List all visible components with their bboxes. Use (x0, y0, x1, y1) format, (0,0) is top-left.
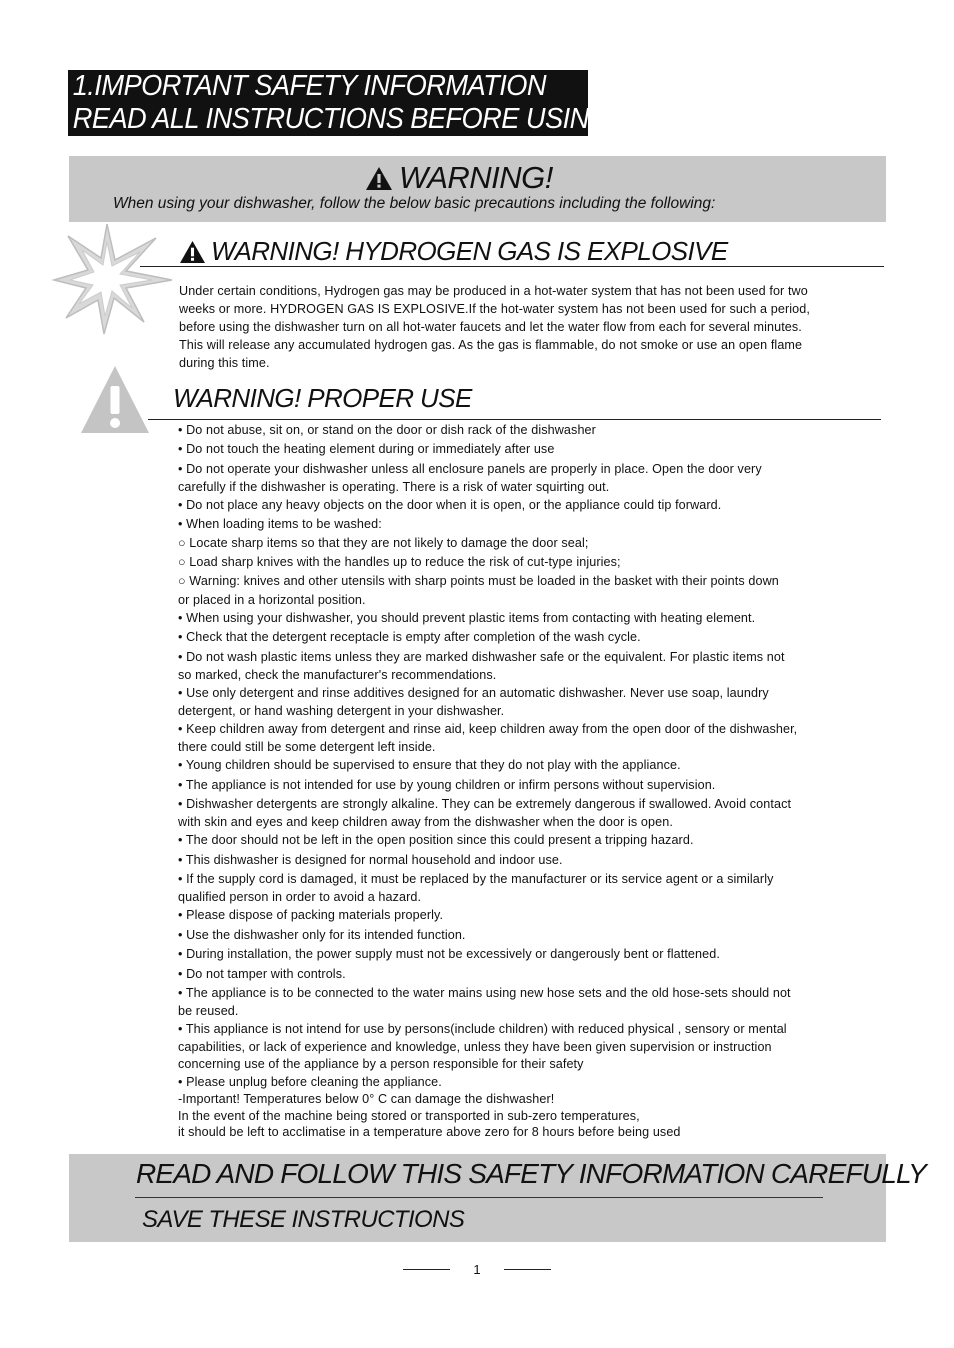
list-item: • Please dispose of packing materials properly. (178, 908, 444, 922)
list-item: • Do not operate your dishwasher unless all enclosure panels are properly in place. Open the door very (178, 462, 762, 476)
list-item: • Please unplug before cleaning the appliance. (178, 1075, 442, 1089)
list-item: capabilities, or lack of experience and knowledge, unless they have been given supervision or instruction (178, 1040, 772, 1054)
hydrogen-divider (140, 266, 884, 267)
list-item: In the event of the machine being stored or transported in sub-zero temperatures, (178, 1109, 640, 1123)
list-item: • Do not place any heavy objects on the door when it is open, or the appliance could tip forward. (178, 498, 722, 512)
list-item: • The appliance is to be connected to the water mains using new hose sets and the old hose-sets should not (178, 986, 791, 1000)
list-item: concerning use of the appliance by a person responsible for their safety (178, 1057, 584, 1071)
list-item: • Do not touch the heating element during or immediately after use (178, 442, 555, 456)
proper-use-heading-text: WARNING! PROPER USE (173, 383, 472, 413)
list-item: • During installation, the power supply must not be excessively or dangerously bent or flattened. (178, 947, 720, 961)
list-item: • Use only detergent and rinse additives designed for an automatic dishwasher. Never use soap, laundry (178, 686, 769, 700)
list-item: • Do not abuse, sit on, or stand on the door or dish rack of the dishwasher (178, 423, 596, 437)
list-item: there could still be some detergent left inside. (178, 740, 436, 754)
list-item: • This appliance is not intend for use by persons(include children) with reduced physical , sensory or mental (178, 1022, 787, 1036)
page-number (403, 1262, 551, 1277)
exclamation-triangle-icon (79, 364, 151, 435)
list-item: • Young children should be supervised to ensure that they do not play with the appliance. (178, 758, 681, 772)
list-item: it should be left to acclimatise in a temperature above zero for 8 hours before being used (178, 1125, 681, 1139)
warning-band (69, 156, 886, 222)
page-number-dash-right (504, 1269, 551, 1270)
warning-heading-text: WARNING! (399, 160, 553, 195)
list-item: so marked, check the manufacturer's recommendations. (178, 668, 497, 682)
warning-triangle-icon (179, 240, 206, 264)
list-item: qualified person in order to avoid a hazard. (178, 890, 422, 904)
footer-band-line2: SAVE THESE INSTRUCTIONS (142, 1206, 465, 1233)
list-item: • When loading items to be washed: (178, 517, 382, 531)
paragraph-line: weeks or more. HYDROGEN GAS IS EXPLOSIVE.If the hot-water system has not been used for such a period, (179, 302, 810, 316)
page-number-text: 1 (473, 1262, 481, 1277)
list-item: -Important! Temperatures below 0° C can damage the dishwasher! (178, 1092, 555, 1106)
list-item: • Use the dishwasher only for its intended function. (178, 928, 466, 942)
list-item: • Do not wash plastic items unless they are marked dishwasher safe or the equivalent. For plastic items not (178, 650, 785, 664)
list-item: • Keep children away from detergent and rinse aid, keep children away from the open door of the dishwasher, (178, 722, 798, 736)
list-item: • Dishwasher detergents are strongly alkaline. They can be extremely dangerous if swallowed. Avoid contact (178, 797, 792, 811)
list-item: • The appliance is not intended for use by young children or infirm persons without supervision. (178, 778, 716, 792)
list-item: ○ Locate sharp items so that they are not likely to damage the door seal; (178, 536, 589, 550)
warning-subheading: When using your dishwasher, follow the below basic precautions including the following: (113, 195, 716, 212)
list-item: • The door should not be left in the open position since this could present a tripping hazard. (178, 833, 694, 847)
proper-use-heading (173, 383, 472, 414)
paragraph-line: This will release any accumulated hydrogen gas. As the gas is flammable, do not smoke or use an open flame (179, 338, 803, 352)
footer-band-line1: READ AND FOLLOW THIS SAFETY INFORMATION CAREFULLY (136, 1158, 927, 1189)
list-item: • Do not tamper with controls. (178, 967, 346, 981)
hydrogen-paragraph (179, 282, 879, 372)
footer-band (69, 1154, 927, 1242)
warning-triangle-icon (365, 166, 393, 191)
proper-use-divider (148, 419, 881, 420)
list-item: with skin and eyes and keep children away from the dishwasher when the door is open. (178, 815, 673, 829)
list-item: ○ Load sharp knives with the handles up to reduce the risk of cut-type injuries; (178, 555, 621, 569)
list-item: or placed in a horizontal position. (178, 593, 366, 607)
list-item: • This dishwasher is designed for normal household and indoor use. (178, 853, 563, 867)
warning-heading (365, 160, 553, 196)
footer-band-divider (135, 1197, 823, 1198)
document-title-line1: 1.IMPORTANT SAFETY INFORMATION (72, 70, 547, 102)
list-item: ○ Warning: knives and other utensils with sharp points must be loaded in the basket with their points down (178, 574, 779, 588)
explosion-star-icon (52, 222, 174, 336)
list-item: • If the supply cord is damaged, it must be replaced by the manufacturer or its service agent or a similarly (178, 872, 774, 886)
list-item: • Check that the detergent receptacle is empty after completion of the wash cycle. (178, 630, 641, 644)
list-item: detergent, or hand washing detergent in your dishwasher. (178, 704, 505, 718)
document-title-block (68, 70, 610, 136)
list-item: be reused. (178, 1004, 239, 1018)
page-number-dash-left (403, 1269, 450, 1270)
paragraph-line: before using the dishwasher turn on all hot-water faucets and let the water flow from each for several minutes. (179, 320, 802, 334)
paragraph-line: during this time. (179, 356, 270, 370)
list-item: • When using your dishwasher, you should prevent plastic items from contacting with heating element. (178, 611, 756, 625)
hydrogen-heading (179, 236, 728, 267)
document-title-line2: READ ALL INSTRUCTIONS BEFORE USING (72, 103, 610, 135)
hydrogen-heading-text: WARNING! HYDROGEN GAS IS EXPLOSIVE (211, 236, 728, 266)
list-item: carefully if the dishwasher is operating. There is a risk of water squirting out. (178, 480, 610, 494)
paragraph-line: Under certain conditions, Hydrogen gas may be produced in a hot-water system that has not been used for two (179, 284, 808, 298)
